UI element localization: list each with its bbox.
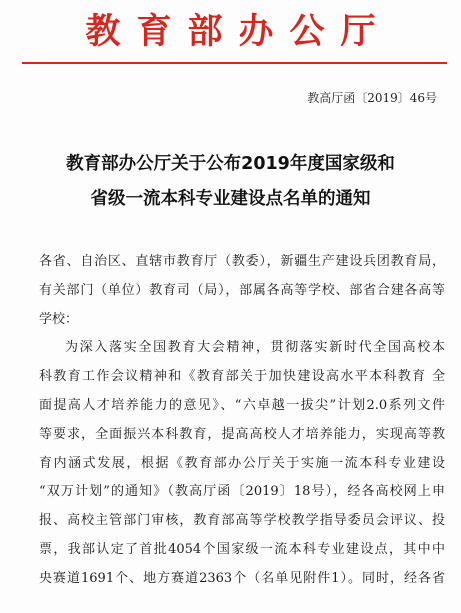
body-line-addressee-1: 各省、自治区、直辖市教育厅（教委），新疆生产建设兵团教育局， — [39, 254, 445, 269]
body-paragraph-line: “双万计划”的通知》（教高厅函〔2019〕18号），经各高校网上申 — [39, 484, 445, 500]
document-title — [0, 147, 461, 217]
body-paragraph-line: 为深入落实全国教育大会精神，贯彻落实新时代全国高校本 — [65, 340, 445, 356]
body-line-addressee-3: 学校： — [39, 311, 79, 327]
body-paragraph-line: 央赛道1691个、地方赛道2363个（名单见附件1）。同时，经各省 — [39, 570, 445, 586]
document-body — [39, 248, 445, 594]
body-paragraph-line: 票，我部认定了首批4054个国家级一流本科专业建设点，其中中 — [39, 541, 445, 557]
body-paragraph-line: 育内涵式发展，根据《教育部办公厅关于实施一流本科专业建设 — [39, 455, 445, 471]
title-line-1: 教育部办公厅关于公布2019年度国家级和 — [66, 154, 395, 174]
body-paragraph-line: 等要求，全面振兴本科教育，提高高校人才培养能力，实现高等教 — [39, 426, 445, 442]
body-paragraph-line: 科教育工作会议精神和《教育部关于加快建设高水平本科教育 全 — [39, 369, 445, 385]
red-divider-line — [22, 62, 447, 64]
body-paragraph-line: 报、高校主管部门审核，教育部高等学校教学指导委员会评议、投 — [39, 513, 445, 529]
title-line-2: 省级一流本科专业建设点名单的通知 — [90, 189, 371, 209]
body-line-addressee-2: 有关部门（单位）教育司（局），部属各高等学校、部省合建各高等 — [39, 282, 445, 298]
document-number: 教高厅函〔2019〕46号 — [307, 91, 437, 105]
body-paragraph-line: 面提高人才培养能力的意见》、“六卓越一拔尖”计划2.0系列文件 — [39, 397, 445, 413]
issuer-masthead: 教育部办公厅 — [85, 12, 392, 52]
